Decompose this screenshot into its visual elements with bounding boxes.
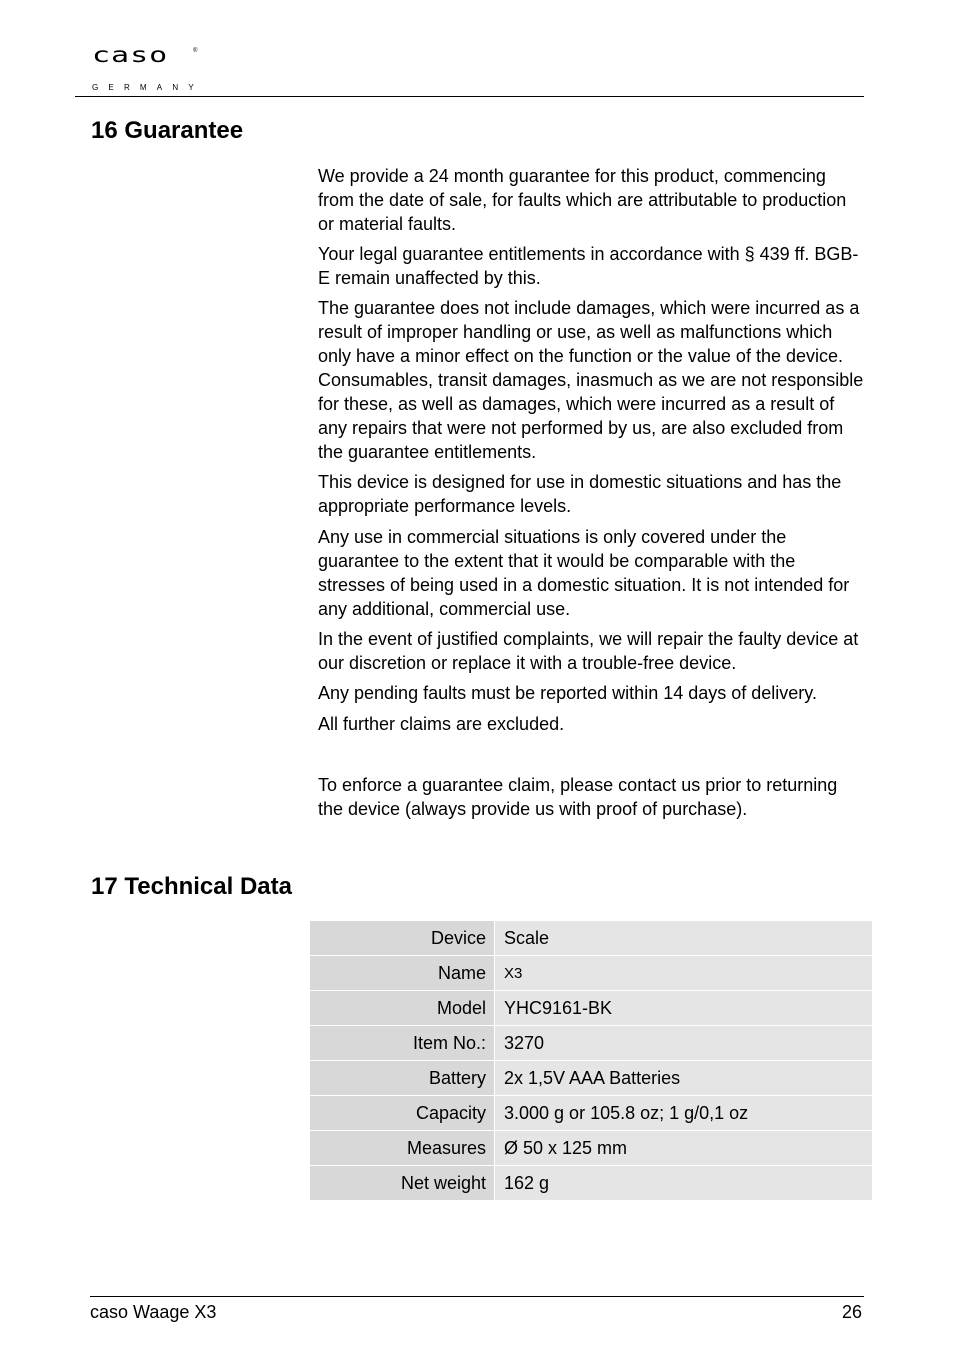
logo-wordmark: caso bbox=[92, 42, 169, 68]
spec-value: Ø 50 x 125 mm bbox=[495, 1131, 873, 1166]
guarantee-paragraph: The guarantee does not include damages, which were incurred as a result of improper handling or use, as well as malfunctions which only have a minor effect on the function or the value of the device. Consumables, transit damages, inasmuch as we are not responsible for these, as well as damages, which were incurred as a result of any repairs that were not performed by us, are also excluded from the guarantee entitlements. bbox=[318, 298, 864, 462]
guarantee-paragraph: Any use in commercial situations is only covered under the guarantee to the extent that it would be comparable with the stresses of being used in a domestic situation. It is not intended for any additional, commercial use. bbox=[318, 527, 850, 619]
technical-data-heading: 17 Technical Data bbox=[91, 873, 292, 900]
spec-label: Battery bbox=[310, 1061, 495, 1096]
spec-label: Capacity bbox=[310, 1096, 495, 1131]
spec-value: 2x 1,5V AAA Batteries bbox=[495, 1061, 873, 1096]
logo-registered-mark: ® bbox=[193, 48, 198, 54]
table-row bbox=[310, 956, 872, 991]
technical-data-table bbox=[310, 921, 872, 1201]
table-row bbox=[310, 1061, 872, 1096]
spec-label: Name bbox=[310, 956, 495, 991]
footer-title: caso Waage X3 bbox=[90, 1302, 217, 1322]
guarantee-paragraph: In the event of justified complaints, we will repair the faulty device at our discretion or replace it with a trouble-free device. bbox=[318, 629, 859, 673]
table-row bbox=[310, 1131, 872, 1166]
spec-value: 162 g bbox=[495, 1166, 873, 1201]
footer-divider bbox=[90, 1296, 864, 1297]
spec-value: Scale bbox=[495, 921, 873, 956]
guarantee-heading: 16 Guarantee bbox=[91, 117, 244, 144]
header-divider bbox=[75, 96, 864, 97]
guarantee-paragraph: All further claims are excluded. bbox=[318, 714, 565, 734]
table-row bbox=[310, 921, 872, 956]
guarantee-claim-paragraph: To enforce a guarantee claim, please contact us prior to returning the device (always provide us with proof of purchase). bbox=[318, 775, 838, 819]
guarantee-paragraph: We provide a 24 month guarantee for this product, commencing from the date of sale, for faults which are attributable to production or material faults. bbox=[318, 166, 847, 234]
spec-value: 3270 bbox=[495, 1026, 873, 1061]
spec-label: Item No.: bbox=[310, 1026, 495, 1061]
spec-label: Device bbox=[310, 921, 495, 956]
spec-value: 3.000 g or 105.8 oz; 1 g/0,1 oz bbox=[495, 1096, 873, 1131]
spec-label: Net weight bbox=[310, 1166, 495, 1201]
spec-value: X3 bbox=[495, 956, 873, 991]
spec-label: Measures bbox=[310, 1131, 495, 1166]
logo-subtext: GERMANY bbox=[92, 83, 204, 92]
table-row bbox=[310, 1166, 872, 1201]
spec-label: Model bbox=[310, 991, 495, 1026]
guarantee-paragraph: Your legal guarantee entitlements in accordance with § 439 ff. BGB-E remain unaffected by this. bbox=[318, 244, 859, 288]
page-number: 26 bbox=[841, 1302, 862, 1322]
table-row bbox=[310, 1096, 872, 1131]
guarantee-paragraph: Any pending faults must be reported within 14 days of delivery. bbox=[318, 683, 817, 703]
caso-logo bbox=[90, 44, 210, 96]
guarantee-paragraph: This device is designed for use in domestic situations and has the appropriate performance levels. bbox=[318, 472, 842, 516]
table-row bbox=[310, 991, 872, 1026]
table-row bbox=[310, 1026, 872, 1061]
spec-value: YHC9161-BK bbox=[495, 991, 873, 1026]
